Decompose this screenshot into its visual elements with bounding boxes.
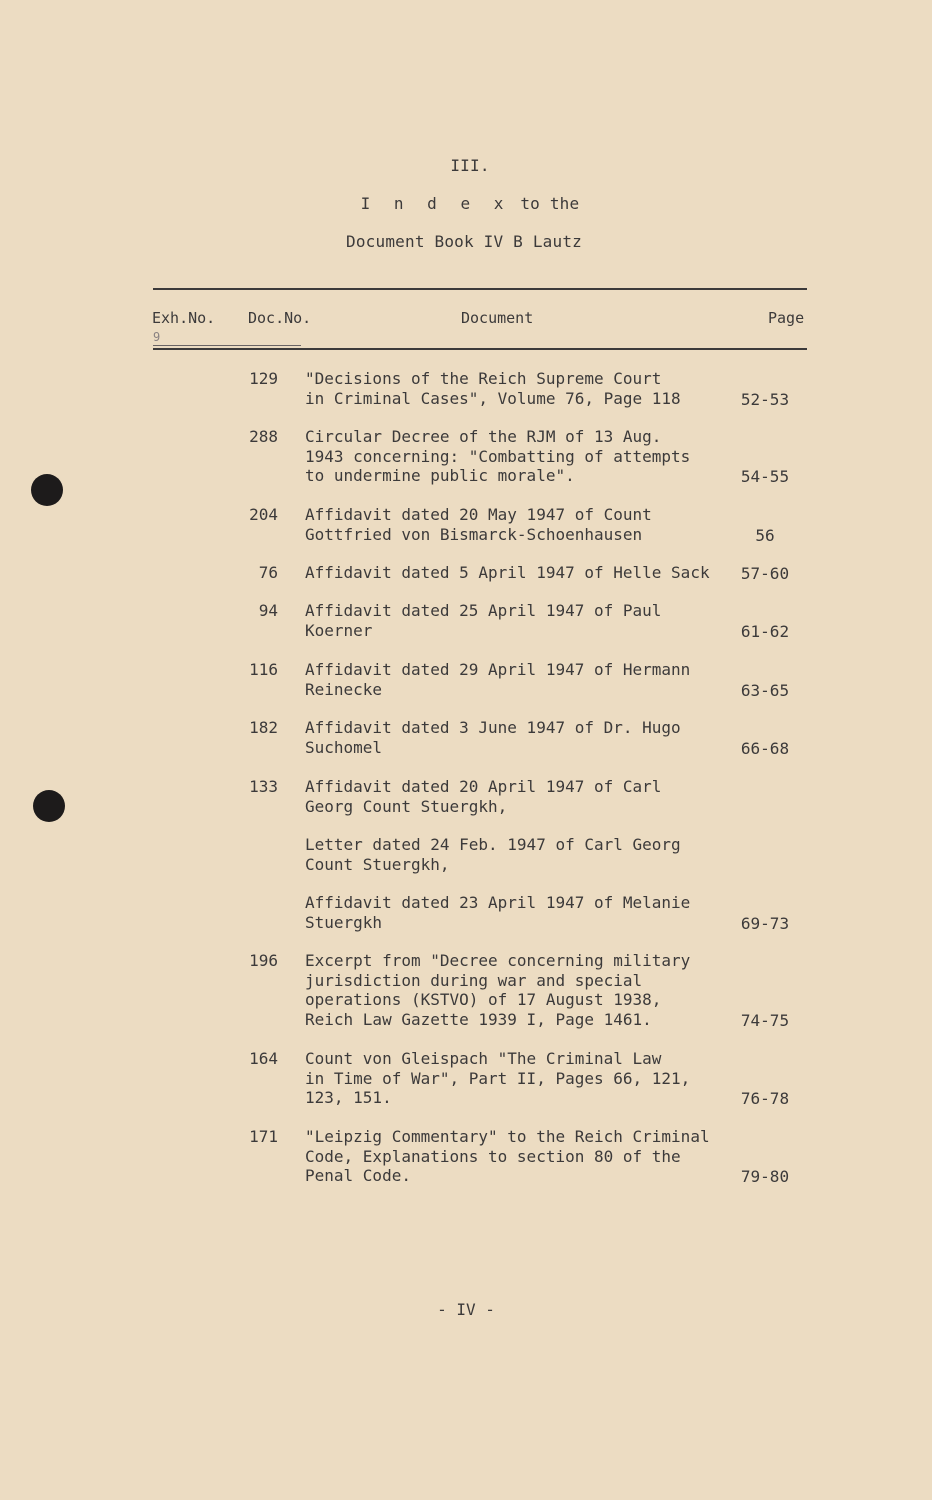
description-line: Penal Code.	[305, 1166, 411, 1185]
description-line: operations (KSTVO) of 17 August 1938,	[305, 990, 662, 1009]
index-title	[4, 194, 932, 213]
page-range: 74-75	[740, 1010, 790, 1030]
doc-number: 204	[249, 505, 278, 524]
description-line: Code, Explanations to section 80 of the	[305, 1146, 681, 1166]
doc-number: 129	[249, 369, 278, 388]
document-description	[305, 1049, 690, 1108]
page-range: 61-62	[740, 621, 790, 641]
description-line: Letter dated 24 Feb. 1947 of Carl Georg	[305, 835, 681, 854]
header-underline-thin	[153, 345, 301, 346]
page-footer: - IV -	[437, 1300, 495, 1319]
doc-number: 288	[249, 427, 278, 446]
description-line: Georg Count Stuergkh,	[305, 796, 508, 816]
description-line: 1943 concerning: "Combatting of attempts	[305, 446, 691, 466]
description-line: Affidavit dated 20 April 1947 of Carl	[305, 777, 662, 796]
document-description	[305, 718, 681, 757]
column-header-page: Page	[768, 309, 805, 327]
index-title-word: I n d e x	[360, 194, 511, 213]
page-range: 79-80	[740, 1167, 790, 1186]
doc-number: 196	[249, 951, 278, 970]
column-header-document: Document	[461, 309, 534, 327]
document-description	[305, 427, 690, 486]
document-description	[305, 563, 710, 583]
description-line: "Decisions of the Reich Supreme Court	[305, 369, 662, 388]
doc-number: 76	[258, 563, 278, 582]
doc-number: 182	[249, 718, 278, 737]
description-line: Affidavit dated 25 April 1947 of Paul	[305, 601, 662, 620]
page-range: 57-60	[740, 564, 790, 583]
punch-hole	[33, 790, 65, 822]
page-range: 56	[755, 525, 775, 545]
document-description	[305, 951, 690, 1029]
page-range: 76-78	[740, 1089, 790, 1108]
index-title-rest: to the	[520, 194, 580, 213]
document-description	[305, 369, 681, 408]
description-line: Koerner	[305, 620, 373, 640]
description-line: to undermine public morale".	[305, 466, 575, 485]
description-line: Affidavit dated 20 May 1947 of Count	[305, 505, 652, 524]
description-line: Stuergkh	[305, 912, 383, 932]
description-line: Suchomel	[305, 737, 383, 757]
document-description	[305, 835, 681, 874]
description-line: Count Stuergkh,	[305, 854, 450, 874]
page-range: 69-73	[740, 913, 790, 933]
description-line: Affidavit dated 29 April 1947 of Hermann	[305, 660, 691, 679]
column-header-exh-sub: 9	[153, 330, 161, 344]
description-line: Reinecke	[305, 679, 383, 699]
document-description	[305, 505, 652, 544]
description-line: Affidavit dated 5 April 1947 of Helle Sack	[305, 563, 710, 582]
description-line: Excerpt from "Decree concerning military	[305, 951, 691, 970]
description-line: Affidavit dated 3 June 1947 of Dr. Hugo	[305, 718, 681, 737]
doc-number: 94	[258, 601, 278, 620]
document-description	[305, 601, 661, 640]
column-header-exh-no: Exh.No.	[152, 309, 216, 327]
document-book-title: Document Book IV B Lautz	[346, 232, 582, 251]
description-line: "Leipzig Commentary" to the Reich Criminal	[305, 1127, 710, 1146]
description-line: Gottfried von Bismarck-Schoenhausen	[305, 524, 643, 544]
description-line: jurisdiction during war and special	[305, 970, 643, 990]
page-range: 54-55	[740, 467, 790, 486]
page-range: 63-65	[740, 680, 790, 700]
document-description	[305, 777, 661, 816]
description-line: Count von Gleispach "The Criminal Law	[305, 1049, 662, 1068]
header-rule	[153, 348, 807, 350]
page-range: 52-53	[740, 389, 790, 409]
document-description	[305, 660, 690, 699]
punch-hole	[31, 474, 63, 506]
description-line: in Criminal Cases", Volume 76, Page 118	[305, 388, 681, 408]
description-line: 123, 151.	[305, 1088, 392, 1107]
document-description	[305, 1127, 710, 1186]
description-line: Affidavit dated 23 April 1947 of Melanie	[305, 893, 691, 912]
description-line: Circular Decree of the RJM of 13 Aug.	[305, 427, 662, 446]
document-description	[305, 893, 690, 932]
column-header-doc-no: Doc.No.	[248, 309, 312, 327]
top-rule	[153, 288, 807, 290]
doc-number: 171	[249, 1127, 278, 1146]
doc-number: 133	[249, 777, 278, 796]
doc-number: 164	[249, 1049, 278, 1068]
doc-number: 116	[249, 660, 278, 679]
description-line: in Time of War", Part II, Pages 66, 121,	[305, 1068, 691, 1088]
page-range: 66-68	[740, 738, 790, 758]
section-number: III.	[450, 156, 490, 175]
description-line: Reich Law Gazette 1939 I, Page 1461.	[305, 1009, 652, 1029]
